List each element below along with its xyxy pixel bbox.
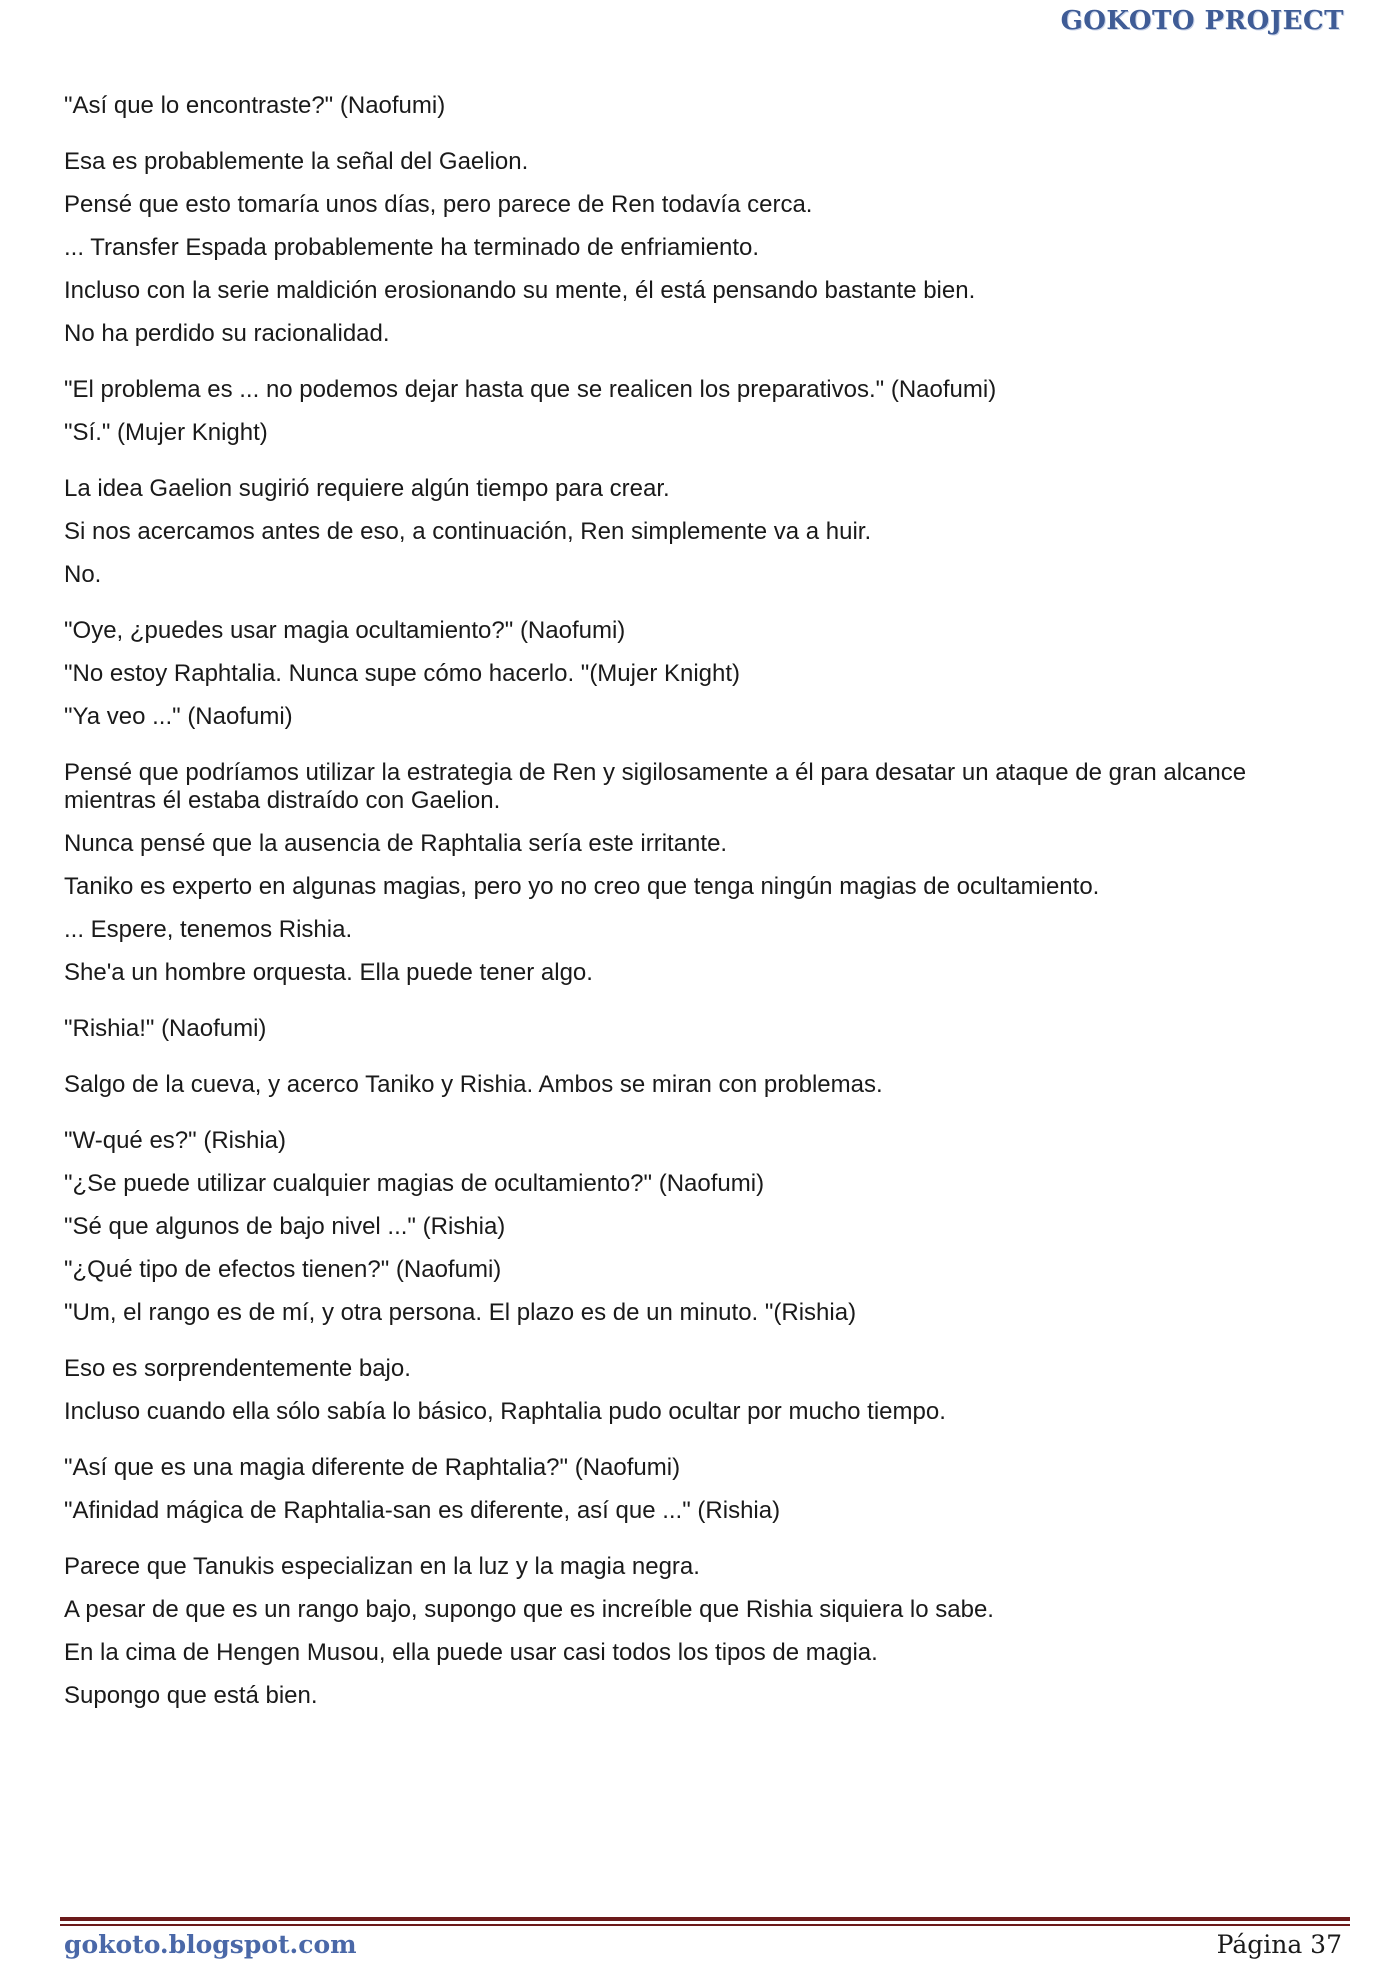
paragraph — [64, 1015, 1314, 1043]
text-line: "Ya veo ..." (Naofumi) — [64, 703, 293, 730]
text-line: She'a un hombre orquesta. Ella puede tener algo. — [64, 959, 593, 986]
footer-site-link[interactable]: gokoto.blogspot.com — [64, 1930, 357, 1959]
text-line: "Um, el rango es de mí, y otra persona. El plazo es de un minuto. "(Rishia) — [64, 1299, 857, 1326]
text-line: A pesar de que es un rango bajo, supongo que es increíble que Rishia siquiera lo sabe. — [64, 1596, 994, 1623]
text-line: "¿Qué tipo de efectos tienen?" (Naofumi) — [64, 1256, 502, 1283]
text-line: Esa es probablemente la señal del Gaelion. — [64, 148, 529, 175]
text-line: Pensé que esto tomaría unos días, pero parece de Ren todavía cerca. — [64, 191, 813, 218]
text-line: Supongo que está bien. — [64, 1682, 318, 1709]
paragraph — [64, 1553, 1314, 1710]
text-line: "El problema es ... no podemos dejar hasta que se realicen los preparativos." (Naofumi) — [64, 376, 997, 403]
paragraph — [64, 1355, 1314, 1426]
text-line: Parece que Tanukis especializan en la luz y la magia negra. — [64, 1553, 700, 1580]
paragraph — [64, 475, 1314, 589]
paragraph — [64, 148, 1314, 348]
text-line: "Así que lo encontraste?" (Naofumi) — [64, 92, 446, 119]
footer-divider — [60, 1917, 1350, 1921]
text-line: Nunca pensé que la ausencia de Raphtalia sería este irritante. — [64, 830, 728, 857]
text-line: La idea Gaelion sugirió requiere algún tiempo para crear. — [64, 475, 670, 502]
text-line: "Sé que algunos de bajo nivel ..." (Rishia) — [64, 1213, 506, 1240]
paragraph — [64, 1454, 1314, 1525]
paragraph — [64, 617, 1314, 731]
text-line: Eso es sorprendentemente bajo. — [64, 1355, 411, 1382]
text-line: "Oye, ¿puedes usar magia ocultamiento?" (Naofumi) — [64, 617, 626, 644]
text-line: No. — [64, 561, 102, 588]
text-line: Incluso con la serie maldición erosionando su mente, él está pensando bastante bien. — [64, 277, 976, 304]
text-line: ... Transfer Espada probablemente ha terminado de enfriamiento. — [64, 234, 760, 261]
text-line: "Afinidad mágica de Raphtalia-san es diferente, así que ..." (Rishia) — [64, 1497, 781, 1524]
text-line: "Así que es una magia diferente de Raphtalia?" (Naofumi) — [64, 1454, 681, 1481]
text-line: "No estoy Raphtalia. Nunca supe cómo hacerlo. "(Mujer Knight) — [64, 660, 741, 687]
document-body — [64, 92, 1314, 1738]
text-line: En la cima de Hengen Musou, ella puede usar casi todos los tipos de magia. — [64, 1639, 878, 1666]
text-line: Taniko es experto en algunas magias, pero yo no creo que tenga ningún magias de ocultamiento. — [64, 873, 1100, 900]
text-line: "W-qué es?" (Rishia) — [64, 1127, 286, 1154]
page-number: Página 37 — [1216, 1930, 1342, 1959]
text-line: "Sí." (Mujer Knight) — [64, 419, 268, 446]
header-brand-logo: GOKOTO PROJECT — [1060, 6, 1344, 36]
footer-divider-thin — [60, 1924, 1350, 1926]
paragraph — [64, 759, 1314, 987]
text-line: Pensé que podríamos utilizar la estrategia de Ren y sigilosamente a él para desatar un ataque de gran alcance mientras él estaba distraído con Gaelion. — [64, 759, 1247, 814]
paragraph — [64, 1127, 1314, 1327]
paragraph — [64, 1071, 1314, 1099]
text-line: "Rishia!" (Naofumi) — [64, 1015, 267, 1042]
text-line: Si nos acercamos antes de eso, a continuación, Ren simplemente va a huir. — [64, 518, 872, 545]
paragraph — [64, 92, 1314, 120]
text-line: "¿Se puede utilizar cualquier magias de ocultamiento?" (Naofumi) — [64, 1170, 765, 1197]
text-line: No ha perdido su racionalidad. — [64, 320, 390, 347]
text-line: Incluso cuando ella sólo sabía lo básico, Raphtalia pudo ocultar por mucho tiempo. — [64, 1398, 946, 1425]
text-line: Salgo de la cueva, y acerco Taniko y Rishia. Ambos se miran con problemas. — [64, 1071, 883, 1098]
paragraph — [64, 376, 1314, 447]
text-line: ... Espere, tenemos Rishia. — [64, 916, 353, 943]
